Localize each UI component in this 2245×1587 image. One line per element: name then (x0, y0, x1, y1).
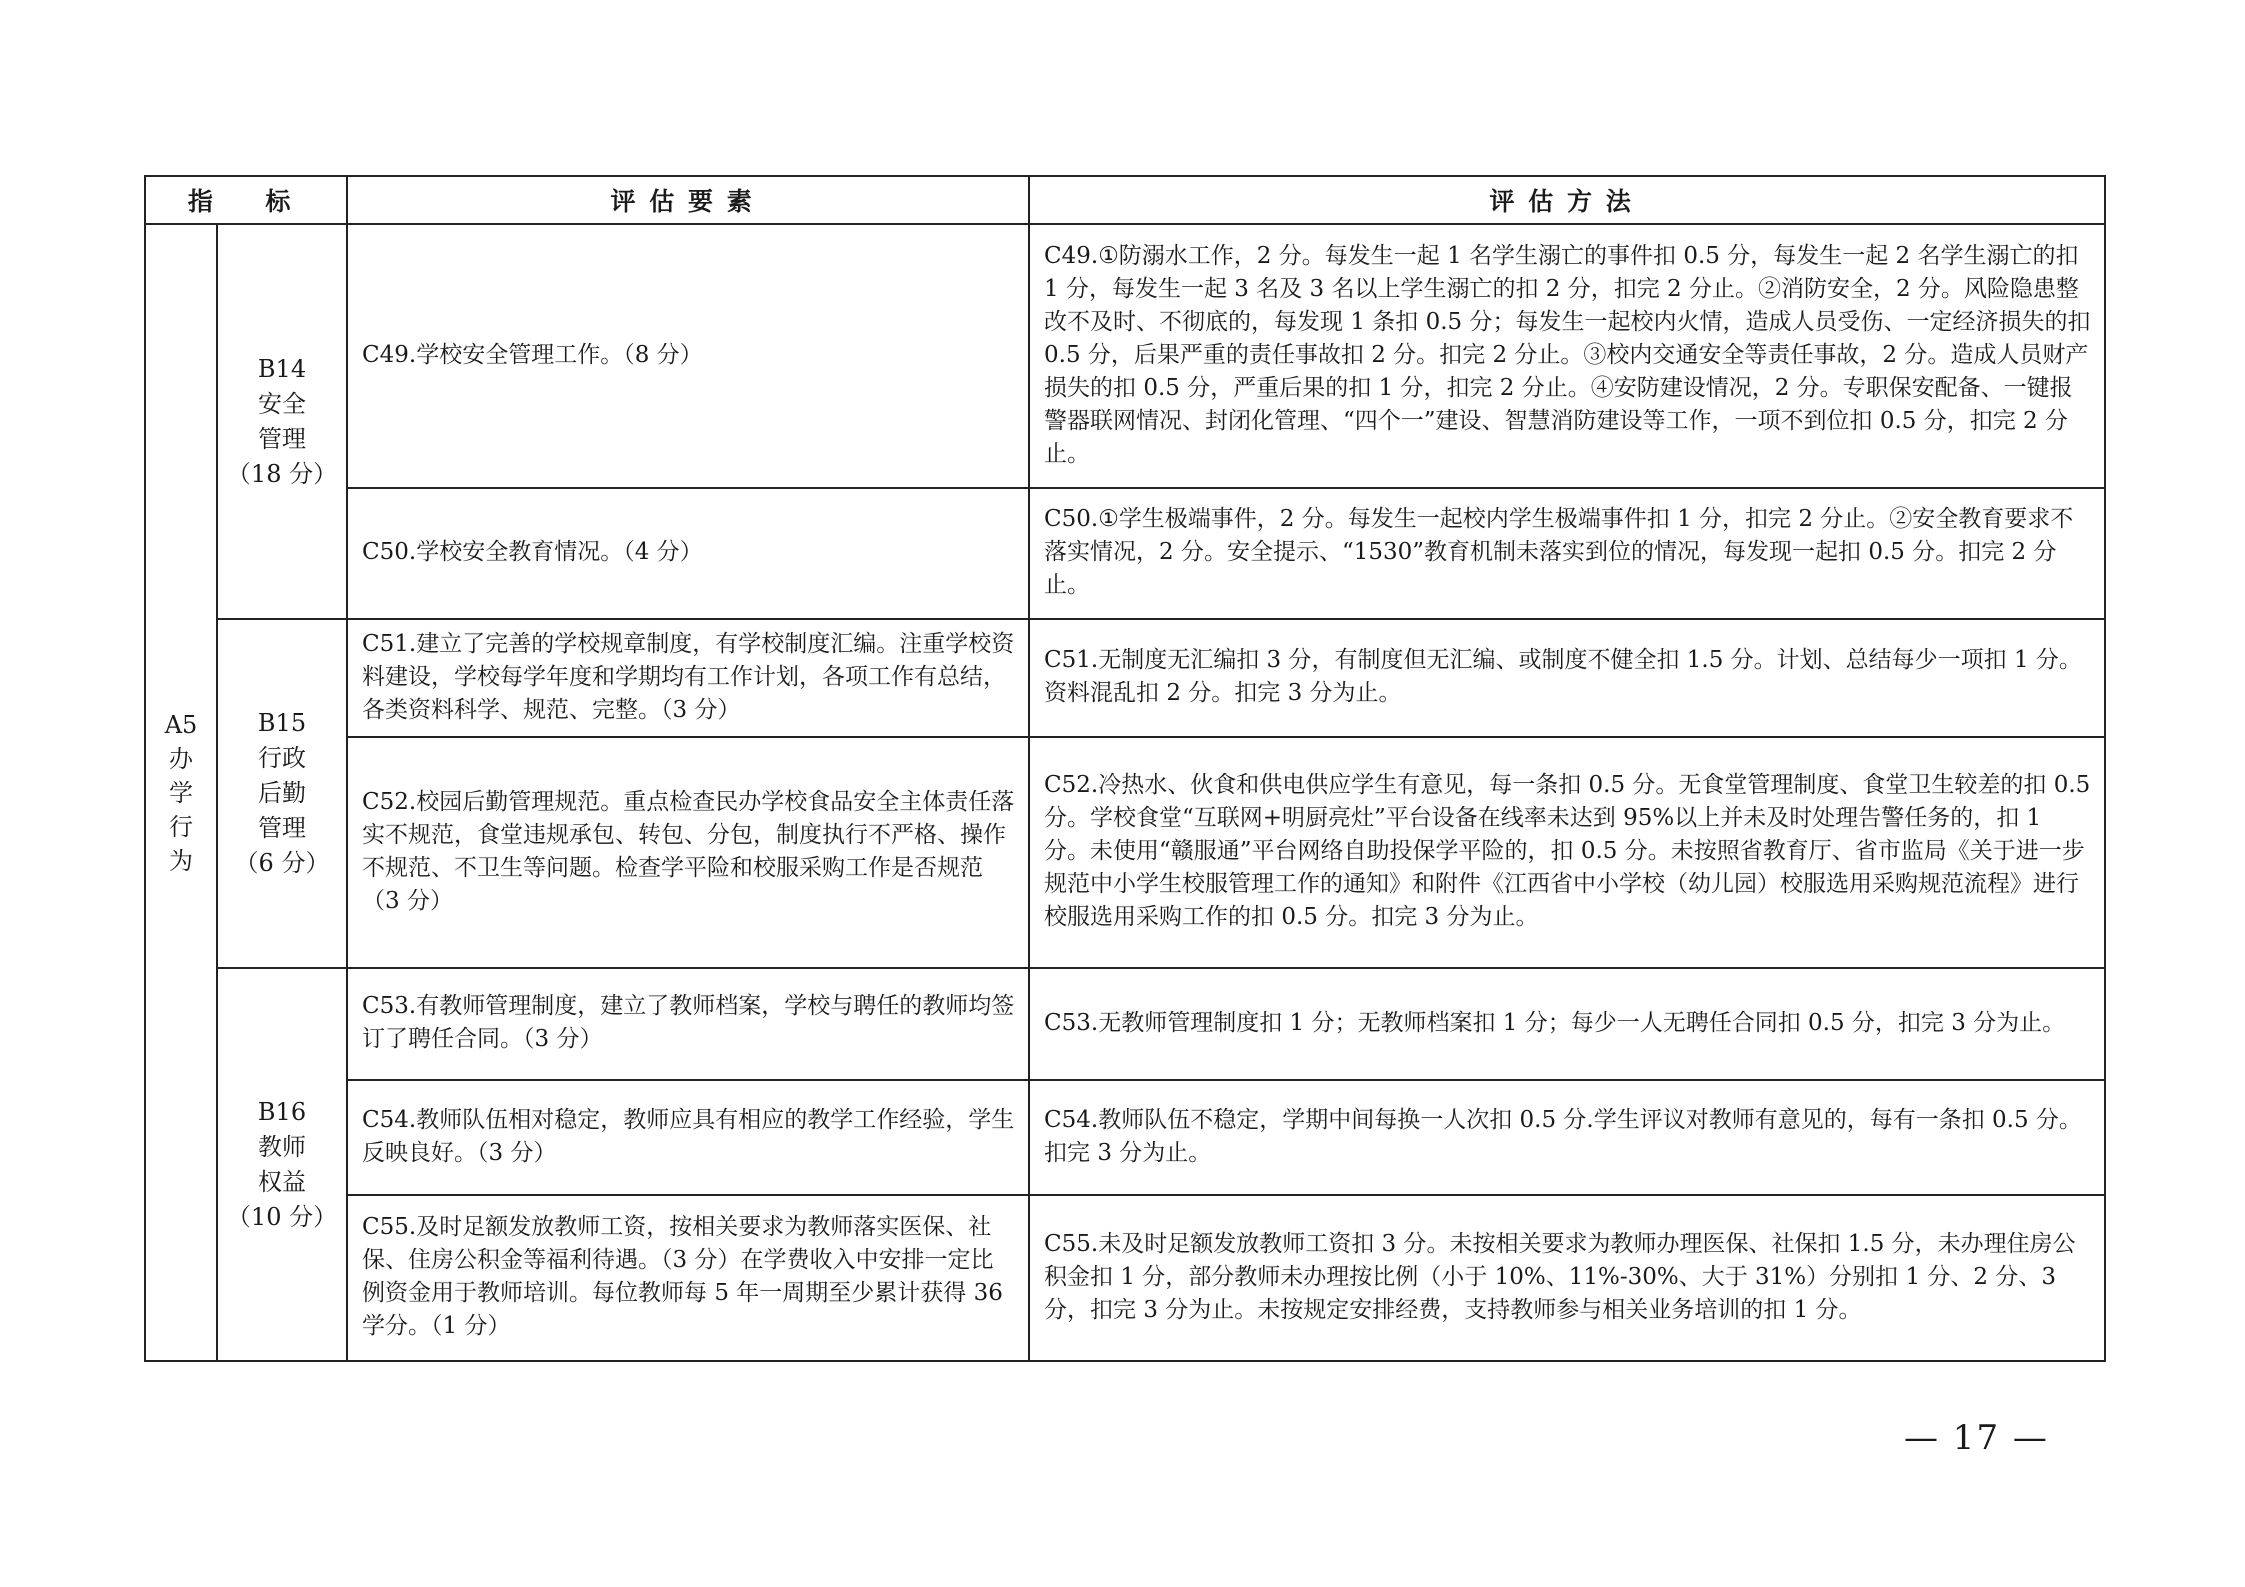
a5-code: A5 (164, 710, 198, 739)
evaluation-table (144, 175, 2106, 1362)
a5-char: 为 (169, 846, 193, 875)
b14-name: 安全 (258, 389, 306, 418)
b16-code: B16 (257, 1097, 307, 1126)
element-c50: C50.学校安全教育情况。（4 分） (347, 488, 1029, 619)
b15-name: 管理 (258, 814, 306, 842)
a5-char: 学 (169, 778, 193, 807)
table-row (145, 488, 2105, 619)
b15-name: 后勤 (258, 779, 306, 807)
b15-indicator-cell (217, 619, 347, 968)
a5-char: 行 (169, 812, 193, 841)
header-elements: 评估要素 (347, 176, 1029, 224)
table-row (145, 1195, 2105, 1361)
method-c55: C55.未及时足额发放教师工资扣 3 分。未按相关要求为教师办理医保、社保扣 1.5 分，未办理住房公积金扣 1 分，部分教师未办理按比例（小于 10%、11%-30%、大于 31%）分别扣 1 分、2 分、3 分，扣完 3 分为止。未按规定安排经费，支持教师参与相关业务培训的扣 1 分。 (1029, 1195, 2105, 1361)
b14-indicator-cell (217, 224, 347, 619)
b16-name: 教师 (258, 1132, 306, 1161)
b15-code: B15 (257, 709, 307, 737)
table-row (145, 968, 2105, 1080)
method-c49: C49.①防溺水工作，2 分。每发生一起 1 名学生溺亡的事件扣 0.5 分，每发生一起 2 名学生溺亡的扣 1 分，每发生一起 3 名及 3 名以上学生溺亡的扣 2 分，扣完 2 分止。②消防安全，2 分。风险隐患整改不及时、不彻底的，每发现 1 条扣 0.5 分；每发生一起校内火情，造成人员受伤、一定经济损失的扣 0.5 分，后果严重的责任事故扣 2 分。扣完 2 分止。③校内交通安全等责任事故，2 分。造成人员财产损失的扣 0.5 分，严重后果的扣 1 分，扣完 2 分止。④安防建设情况，2 分。专职保安配备、一键报警器联网情况、封闭化管理、“四个一”建设、智慧消防建设等工作，一项不到位扣 0.5 分，扣完 2 分止。 (1029, 224, 2105, 488)
method-c52: C52.冷热水、伙食和供电供应学生有意见，每一条扣 0.5 分。无食堂管理制度、食堂卫生较差的扣 0.5 分。学校食堂“互联网+明厨亮灶”平台设备在线率未达到 95%以上并未及时处理告警任务的，扣 1 分。未使用“赣服通”平台网络自助投保学平险的，扣 0.5 分。未按照省教育厅、省市监局《关于进一步规范中小学生校服管理工作的通知》和附件《江西省中小学校（幼儿园）校服选用采购规范流程》进行校服选用采购工作的扣 0.5 分。扣完 3 分为止。 (1029, 737, 2105, 968)
table-row (145, 619, 2105, 737)
table-row (145, 1080, 2105, 1195)
element-c51: C51.建立了完善的学校规章制度，有学校制度汇编。注重学校资料建设，学校每学年度和学期均有工作计划，各项工作有总结，各类资料科学、规范、完整。（3 分） (347, 619, 1029, 737)
method-c54: C54.教师队伍不稳定，学期中间每换一人次扣 0.5 分.学生评议对教师有意见的，每有一条扣 0.5 分。扣完 3 分为止。 (1029, 1080, 2105, 1195)
table-row (145, 737, 2105, 968)
method-c50: C50.①学生极端事件，2 分。每发生一起校内学生极端事件扣 1 分，扣完 2 分止。②安全教育要求不落实情况，2 分。安全提示、“1530”教育机制未落实到位的情况，每发现一起扣 0.5 分。扣完 2 分止。 (1029, 488, 2105, 619)
b15-score: （6 分） (234, 849, 330, 877)
b16-name: 权益 (258, 1167, 306, 1196)
b14-code: B14 (257, 354, 307, 383)
element-c54: C54.教师队伍相对稳定，教师应具有相应的教学工作经验，学生反映良好。（3 分） (347, 1080, 1029, 1195)
header-method: 评估方法 (1029, 176, 2105, 224)
page-number: — 17 — (1904, 1418, 2049, 1458)
element-c55: C55.及时足额发放教师工资，按相关要求为教师落实医保、社保、住房公积金等福利待遇。（3 分）在学费收入中安排一定比例资金用于教师培训。每位教师每 5 年一周期至少累计获得 36 学分。（1 分） (347, 1195, 1029, 1361)
b14-name: 管理 (258, 424, 306, 453)
element-c52: C52.校园后勤管理规范。重点检查民办学校食品安全主体责任落实不规范，食堂违规承包、转包、分包，制度执行不严格、操作不规范、不卫生等问题。检查学平险和校服采购工作是否规范（3 分） (347, 737, 1029, 968)
element-c53: C53.有教师管理制度，建立了教师档案，学校与聘任的教师均签订了聘任合同。（3 分） (347, 968, 1029, 1080)
b16-score: （10 分） (226, 1202, 338, 1231)
element-c49: C49.学校安全管理工作。（8 分） (347, 224, 1029, 488)
a5-indicator-cell (145, 224, 217, 1361)
b16-indicator-cell (217, 968, 347, 1361)
table-header-row (145, 176, 2105, 224)
header-indicator: 指 标 (145, 176, 347, 224)
b14-score: （18 分） (226, 459, 338, 488)
method-c51: C51.无制度无汇编扣 3 分，有制度但无汇编、或制度不健全扣 1.5 分。计划、总结每少一项扣 1 分。资料混乱扣 2 分。扣完 3 分为止。 (1029, 619, 2105, 737)
a5-char: 办 (169, 744, 193, 773)
table-row (145, 224, 2105, 488)
b15-name: 行政 (258, 744, 306, 772)
method-c53: C53.无教师管理制度扣 1 分；无教师档案扣 1 分；每少一人无聘任合同扣 0.5 分，扣完 3 分为止。 (1029, 968, 2105, 1080)
